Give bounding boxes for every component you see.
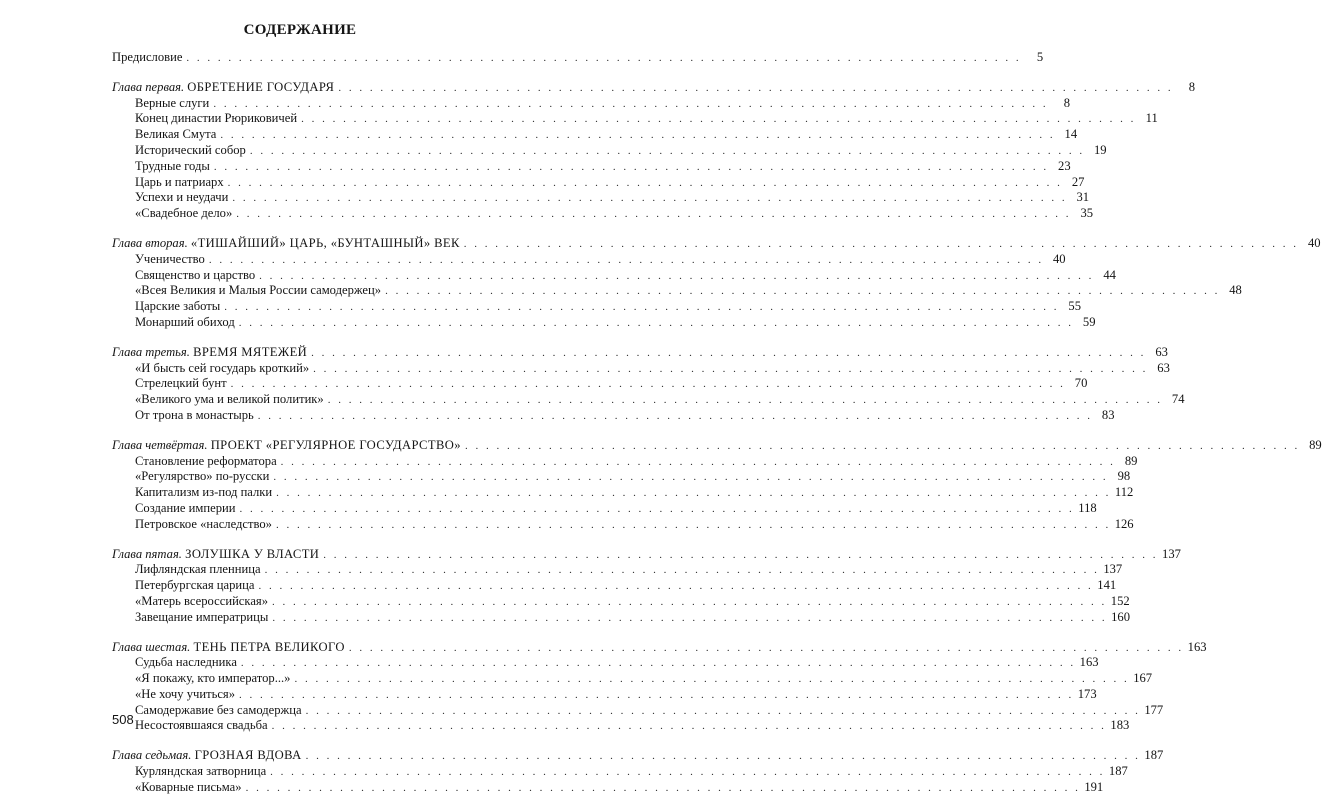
dot-leader: . . . . . . . . . . . . . . . . . . . . . . . . . . . . . . . . . . . . . . . . . . . . . . . . . . . . . . . . . . . . . . . . . . . . . . . . . . . . . . . . xyxy=(464,439,1300,452)
chapter-title: «ТИШАЙШИЙ» ЦАРЬ, «БУНТАШНЫЙ» ВЕК xyxy=(190,235,460,250)
toc-page-number: 137 xyxy=(1103,562,1123,577)
toc-page-number: 63 xyxy=(1155,344,1168,359)
chapter-number: Глава шестая. xyxy=(112,639,191,654)
toc-entry-label xyxy=(112,80,334,96)
dot-leader: . . . . . . . . . . . . . . . . . . . . . . . . . . . . . . . . . . . . . . . . . . . . . . . . . . . . . . . . . . . . . . . . . . . . . . . . . . . . . . . . xyxy=(208,253,1044,266)
toc-page-number: 35 xyxy=(1080,206,1094,221)
dot-leader: . . . . . . . . . . . . . . . . . . . . . . . . . . . . . . . . . . . . . . . . . . . . . . . . . . . . . . . . . . . . . . . . . . . . . . . . . . . . . . . . xyxy=(272,611,1108,624)
toc-section-entry xyxy=(112,764,1128,780)
dot-leader: . . . . . . . . . . . . . . . . . . . . . . . . . . . . . . . . . . . . . . . . . . . . . . . . . . . . . . . . . . . . . . . . . . . . . . . . . . . . . . . . xyxy=(272,595,1107,608)
toc-page-number: 31 xyxy=(1076,190,1090,205)
toc-section-entry xyxy=(112,299,1081,315)
toc-page-number: 163 xyxy=(1187,639,1207,654)
toc-section-entry xyxy=(112,562,1123,578)
dot-leader: . . . . . . . . . . . . . . . . . . . . . . . . . . . . . . . . . . . . . . . . . . . . . . . . . . . . . . . . . . . . . . . . . . . . . . . . . . . . . . . . xyxy=(385,285,1220,298)
toc-page-number: 126 xyxy=(1114,516,1134,531)
toc-page-number: 27 xyxy=(1071,174,1085,189)
chapter-title: ВРЕМЯ МЯТЕЖЕЙ xyxy=(193,344,308,359)
toc-page-number: 187 xyxy=(1108,764,1128,779)
toc-section-entry xyxy=(112,655,1099,671)
toc-section-entry xyxy=(112,251,1066,268)
toc-entry-label: Становление реформатора xyxy=(135,453,277,468)
toc-entry-label: Петровское «наследство» xyxy=(135,516,272,531)
toc-section-entry xyxy=(112,779,1104,796)
toc-section-entry xyxy=(112,142,1107,159)
toc-page-number: 152 xyxy=(1110,593,1130,608)
dot-leader: . . . . . . . . . . . . . . . . . . . . . . . . . . . . . . . . . . . . . . . . . . . . . . . . . . . . . . . . . . . . . . . . . . . . . . . . . . . . . . . . xyxy=(245,781,1081,794)
dot-leader: . . . . . . . . . . . . . . . . . . . . . . . . . . . . . . . . . . . . . . . . . . . . . . . . . . . . . . . . . . . . . . . . . . . . . . . . . . . . . . . . xyxy=(239,688,1074,701)
toc-entry-label: «И бысть сей государь кроткий» xyxy=(135,360,310,375)
toc-section-entry xyxy=(112,516,1134,533)
toc-entry-label: Капитализм из-под палки xyxy=(135,485,273,500)
toc-chapter-heading xyxy=(112,235,1321,252)
toc-section-entry xyxy=(112,314,1096,331)
toc-entry-label: Петербургская царица xyxy=(135,578,255,593)
toc-chapter-heading xyxy=(112,437,1322,454)
toc-page-number: 55 xyxy=(1068,299,1081,314)
toc-entry-label xyxy=(112,236,460,252)
toc-page-number: 191 xyxy=(1084,779,1104,794)
toc-entry-label: «Матерь всероссийская» xyxy=(135,593,269,608)
toc-section-entry xyxy=(112,485,1134,501)
toc-page-number: 14 xyxy=(1064,127,1078,142)
dot-leader: . . . . . . . . . . . . . . . . . . . . . . . . . . . . . . . . . . . . . . . . . . . . . . . . . . . . . . . . . . . . . . . . . . . . . . . . . . . . . . . . xyxy=(305,704,1141,717)
chapter-block xyxy=(112,748,1164,795)
toc-entry-label: «Коварные письма» xyxy=(135,779,242,794)
chapter-block xyxy=(112,79,1196,222)
dot-leader: . . . . . . . . . . . . . . . . . . . . . . . . . . . . . . . . . . . . . . . . . . . . . . . . . . . . . . . . . . . . . . . . . . . . . . . . . . . . . . . . xyxy=(313,362,1148,375)
dot-leader: . . . . . . . . . . . . . . . . . . . . . . . . . . . . . . . . . . . . . . . . . . . . . . . . . . . . . . . . . . . . . . . . . . . . . . . . . . . . . . . . xyxy=(224,301,1059,314)
toc-entry-label: «Не хочу учиться» xyxy=(135,686,235,701)
table-of-contents xyxy=(112,50,1322,796)
toc-entry-label xyxy=(112,438,461,454)
dot-leader: . . . . . . . . . . . . . . . . . . . . . . . . . . . . . . . . . . . . . . . . . . . . . . . . . . . . . . . . . . . . . . . . . . . . . . . . . . . . . . . . xyxy=(236,208,1072,221)
toc-page-number: 48 xyxy=(1229,283,1242,298)
toc-entry-label: Несостоявшаяся свадьба xyxy=(135,718,268,733)
toc-entry-label: Конец династии Рюриковичей xyxy=(135,111,298,126)
toc-section-entry xyxy=(112,267,1116,284)
chapter-number: Глава пятая. xyxy=(112,546,182,561)
chapter-number: Глава седьмая. xyxy=(112,748,192,763)
toc-page-number: 44 xyxy=(1103,267,1116,282)
toc-page-number: 8 xyxy=(1063,95,1071,110)
toc-entry-label: Монарший обиход xyxy=(135,314,235,329)
toc-entry-label: От трона в монастырь xyxy=(135,407,254,422)
toc-page-number: 183 xyxy=(1110,718,1130,733)
toc-chapter-heading xyxy=(112,546,1181,563)
dot-leader: . . . . . . . . . . . . . . . . . . . . . . . . . . . . . . . . . . . . . . . . . . . . . . . . . . . . . . . . . . . . . . . . . . . . . . . . . . . . . . . . xyxy=(338,81,1174,94)
toc-entry-label: Трудные годы xyxy=(135,158,210,173)
chapter-block xyxy=(112,546,1181,626)
toc-section-entry xyxy=(112,671,1153,687)
toc-page-number: 167 xyxy=(1133,671,1153,686)
toc-page-number: 177 xyxy=(1144,702,1164,717)
dot-leader: . . . . . . . . . . . . . . . . . . . . . . . . . . . . . . . . . . . . . . . . . . . . . . . . . . . . . . . . . . . . . . . . . . . . . . . . . . . . . . . . xyxy=(273,471,1109,484)
toc-entry-label: Священство и царство xyxy=(135,267,256,282)
toc-page-number: 19 xyxy=(1093,142,1107,157)
toc-entry-preface xyxy=(112,50,1044,66)
toc-entry-label: Царские заботы xyxy=(135,299,221,314)
chapter-title: ГРОЗНАЯ ВДОВА xyxy=(194,748,302,763)
chapter-number: Глава вторая. xyxy=(112,235,188,250)
chapter-block xyxy=(112,437,1322,533)
chapter-block xyxy=(112,235,1321,331)
toc-entry-label: Верные слуги xyxy=(135,95,210,110)
chapter-list xyxy=(112,79,1322,796)
toc-page-number: 70 xyxy=(1074,376,1088,391)
toc-page-number: 118 xyxy=(1078,500,1097,515)
toc-entry-label: Завещание императрицы xyxy=(135,609,269,624)
dot-leader: . . . . . . . . . . . . . . . . . . . . . . . . . . . . . . . . . . . . . . . . . . . . . . . . . . . . . . . . . . . . . . . . . . . . . . . . . . . . . . . . xyxy=(271,720,1107,733)
toc-entry-label: Предисловие xyxy=(112,50,183,64)
dot-leader: . . . . . . . . . . . . . . . . . . . . . . . . . . . . . . . . . . . . . . . . . . . . . . . . . . . . . . . . . . . . . . . . . . . . . . . . . . . . . . . . xyxy=(270,766,1105,779)
dot-leader: . . . . . . . . . . . . . . . . . . . . . . . . . . . . . . . . . . . . . . . . . . . . . . . . . . . . . . . . . . . . . . . . . . . . . . . . . . . . . . . . xyxy=(280,455,1116,468)
chapter-block xyxy=(112,639,1207,735)
toc-page-number: 137 xyxy=(1162,546,1181,561)
toc-section-entry xyxy=(112,407,1115,424)
toc-entry-label: Царь и патриарх xyxy=(135,174,224,189)
dot-leader: . . . . . . . . . . . . . . . . . . . . . . . . . . . . . . . . . . . . . . . . . . . . . . . . . . . . . . . . . . . . . . . . . . . . . . . . . . . . . . . . xyxy=(230,378,1066,391)
toc-entry-label: Самодержавие без самодержца xyxy=(135,702,302,717)
toc-section-entry xyxy=(112,174,1085,191)
toc-page-number: 160 xyxy=(1111,609,1131,624)
toc-section-entry xyxy=(112,718,1130,734)
dot-leader: . . . . . . . . . . . . . . . . . . . . . . . . . . . . . . . . . . . . . . . . . . . . . . . . . . . . . . . . . . . . . . . . . . . . . . . . . . . . . . . . xyxy=(301,113,1136,126)
dot-leader: . . . . . . . . . . . . . . . . . . . . . . . . . . . . . . . . . . . . . . . . . . . . . . . . . . . . . . . . . . . . . . . . . . . . . . . . . . . . . . . . xyxy=(257,409,1093,422)
toc-entry-label: Великая Смута xyxy=(135,127,217,142)
toc-section-entry xyxy=(112,702,1164,719)
dot-leader: . . . . . . . . . . . . . . . . . . . . . . . . . . . . . . . . . . . . . . . . . . . . . . . . . . . . . . . . . . . . . . . . . . . . . . . . . . . . . . . . xyxy=(258,580,1094,593)
toc-page-number: 5 xyxy=(1036,50,1044,64)
toc-page-number: 74 xyxy=(1171,392,1185,407)
toc-entry-label: «Я покажу, кто император...» xyxy=(135,671,291,686)
chapter-number: Глава третья. xyxy=(112,344,190,359)
dot-leader: . . . . . . . . . . . . . . . . . . . . . . . . . . . . . . . . . . . . . . . . . . . . . . . . . . . . . . . . . . . . . . . . . . . . . . . . . . . . . . . . xyxy=(305,750,1141,763)
dot-leader: . . . . . . . . . . . . . . . . . . . . . . . . . . . . . . . . . . . . . . . . . . . . . . . . . . . . . . . . . . . . . . . . . . . . . . . . . . . . . . . . xyxy=(220,129,1056,142)
dot-leader: . . . . . . . . . . . . . . . . . . . . . . . . . . . . . . . . . . . . . . . . . . . . . . . . . . . . . . . . . . . . . . . . . . . . . . . . . . . . . . . . xyxy=(294,673,1130,686)
toc-entry-label xyxy=(112,547,319,563)
toc-section-entry xyxy=(112,609,1131,626)
toc-chapter-heading xyxy=(112,748,1164,764)
dot-leader: . . . . . . . . . . . . . . . . . . . . . . . . . . . . . . . . . . . . . . . . . . . . . . . . . . . . . . . . . . . . . . . . . . . . . . . . . . . . . . . . xyxy=(259,269,1094,282)
toc-page-number: 89 xyxy=(1309,437,1322,452)
dot-leader: . . . . . . . . . . . . . . . . . . . . . . . . . . . . . . . . . . . . . . . . . . . . . . . . . . . . . . . . . . . . . . . . . . . . . . . . . . . . . . . . xyxy=(238,316,1074,329)
toc-page-number: 63 xyxy=(1157,360,1170,375)
toc-section-entry xyxy=(112,453,1138,470)
dot-leader: . . . . . . . . . . . . . . . . . . . . . . . . . . . . . . . . . . . . . . . . . . . . . . . . . . . . . . . . . . . . . . . . . . . . . . . . . . . . . . . . xyxy=(227,176,1063,189)
toc-page-number: 83 xyxy=(1101,407,1115,422)
toc-entry-label: Стрелецкий бунт xyxy=(135,376,227,391)
dot-leader: . . . . . . . . . . . . . . . . . . . . . . . . . . . . . . . . . . . . . . . . . . . . . . . . . . . . . . . . . . . . . . . . . . . . . . . . . . . . . . . . xyxy=(213,160,1049,173)
toc-page-number: 163 xyxy=(1079,655,1099,670)
toc-section-entry xyxy=(112,593,1130,610)
toc-page-number: 11 xyxy=(1145,111,1158,126)
toc-entry-label: Создание империи xyxy=(135,500,236,515)
dot-leader: . . . . . . . . . . . . . . . . . . . . . . . . . . . . . . . . . . . . . . . . . . . . . . . . . . . . . . . . . . . . . . . . . . . . . . . . . . . . . . . . xyxy=(186,52,1022,64)
chapter-number: Глава первая. xyxy=(112,79,185,94)
dot-leader: . . . . . . . . . . . . . . . . . . . . . . . . . . . . . . . . . . . . . . . . . . . . . . . . . . . . . . . . . . . . . . . . . . . . . . . . . . . . . . . . xyxy=(276,487,1111,500)
toc-entry-label: Исторический собор xyxy=(135,142,246,157)
toc-entry-label: Успехи и неудачи xyxy=(135,190,229,205)
toc-section-entry xyxy=(112,190,1090,206)
chapter-title: ПРОЕКТ «РЕГУЛЯРНОЕ ГОСУДАРСТВО» xyxy=(210,437,461,452)
toc-entry-label: «Всея Великия и Малыя России самодержец» xyxy=(135,283,382,298)
toc-section-entry xyxy=(112,127,1078,143)
toc-page-number: 59 xyxy=(1082,314,1096,329)
chapter-block xyxy=(112,344,1185,424)
toc-entry-label: Судьба наследника xyxy=(135,655,237,670)
toc-entry-label xyxy=(112,345,307,361)
toc-chapter-heading xyxy=(112,639,1207,656)
toc-entry-label xyxy=(112,640,345,656)
toc-section-entry xyxy=(112,392,1185,408)
toc-section-entry xyxy=(112,206,1094,222)
toc-page-number: 112 xyxy=(1114,485,1134,500)
toc-section-entry xyxy=(112,578,1117,594)
toc-section-entry xyxy=(112,95,1071,112)
toc-section-entry xyxy=(112,686,1097,703)
toc-page-number: 23 xyxy=(1058,158,1071,173)
page-number-folio: 508 xyxy=(112,712,134,727)
dot-leader: . . . . . . . . . . . . . . . . . . . . . . . . . . . . . . . . . . . . . . . . . . . . . . . . . . . . . . . . . . . . . . . . . . . . . . . . . . . . . . . . xyxy=(275,518,1111,531)
dot-leader: . . . . . . . . . . . . . . . . . . . . . . . . . . . . . . . . . . . . . . . . . . . . . . . . . . . . . . . . . . . . . . . . . . . . . . . . . . . . . . . . xyxy=(264,564,1100,577)
dot-leader: . . . . . . . . . . . . . . . . . . . . . . . . . . . . . . . . . . . . . . . . . . . . . . . . . . . . . . . . . . . . . . . . . . . . . . . . . . . . . . . . xyxy=(232,192,1068,205)
chapter-title: ЗОЛУШКА У ВЛАСТИ xyxy=(185,546,320,561)
toc-entry-label: «Свадебное дело» xyxy=(135,206,233,221)
chapter-number: Глава четвёртая. xyxy=(112,437,208,452)
toc-section-entry xyxy=(112,376,1088,392)
toc-page-number: 40 xyxy=(1307,235,1321,250)
toc-section-entry xyxy=(112,469,1131,485)
toc-entry-label xyxy=(112,748,302,764)
toc-entry-label: «Регулярство» по-русски xyxy=(135,469,270,484)
dot-leader: . . . . . . . . . . . . . . . . . . . . . . . . . . . . . . . . . . . . . . . . . . . . . . . . . . . . . . . . . . . . . . . . . . . . . . . . . . . . . . . . xyxy=(348,641,1184,654)
toc-section-entry xyxy=(112,283,1242,299)
toc-chapter-heading xyxy=(112,344,1168,361)
toc-entry-label: «Великого ума и великой политик» xyxy=(135,392,324,407)
chapter-title: ТЕНЬ ПЕТРА ВЕЛИКОГО xyxy=(193,639,345,654)
dot-leader: . . . . . . . . . . . . . . . . . . . . . . . . . . . . . . . . . . . . . . . . . . . . . . . . . . . . . . . . . . . . . . . . . . . . . . . . . . . . . . . . xyxy=(327,394,1163,407)
toc-page-number: 8 xyxy=(1188,79,1196,94)
toc-page-number: 141 xyxy=(1097,578,1117,593)
toc-page-number: 89 xyxy=(1124,453,1138,468)
toc-page-number: 187 xyxy=(1144,748,1164,763)
dot-leader: . . . . . . . . . . . . . . . . . . . . . . . . . . . . . . . . . . . . . . . . . . . . . . . . . . . . . . . . . . . . . . . . . . . . . . . . . . . . . . . . xyxy=(213,97,1049,110)
chapter-title: ОБРЕТЕНИЕ ГОСУДАРЯ xyxy=(187,79,335,94)
dot-leader: . . . . . . . . . . . . . . . . . . . . . . . . . . . . . . . . . . . . . . . . . . . . . . . . . . . . . . . . . . . . . . . . . . . . . . . . . . . . . . . . xyxy=(249,144,1085,157)
toc-entry-label: Ученичество xyxy=(135,251,205,266)
toc-section-entry xyxy=(112,360,1170,377)
page-title: СОДЕРЖАНИЕ xyxy=(243,22,357,38)
dot-leader: . . . . . . . . . . . . . . . . . . . . . . . . . . . . . . . . . . . . . . . . . . . . . . . . . . . . . . . . . . . . . . . . . . . . . . . . . . . . . . . . xyxy=(240,657,1076,670)
dot-leader: . . . . . . . . . . . . . . . . . . . . . . . . . . . . . . . . . . . . . . . . . . . . . . . . . . . . . . . . . . . . . . . . . . . . . . . . . . . . . . . . xyxy=(323,548,1159,561)
dot-leader: . . . . . . . . . . . . . . . . . . . . . . . . . . . . . . . . . . . . . . . . . . . . . . . . . . . . . . . . . . . . . . . . . . . . . . . . . . . . . . . . xyxy=(463,237,1299,250)
toc-chapter-heading xyxy=(112,79,1196,96)
toc-section-entry xyxy=(112,158,1071,175)
toc-entry-label: Курляндская затворница xyxy=(135,764,267,779)
toc-section-entry xyxy=(112,500,1097,517)
toc-section-entry xyxy=(112,111,1158,127)
toc-entry-label: Лифляндская пленница xyxy=(135,562,261,577)
dot-leader: . . . . . . . . . . . . . . . . . . . . . . . . . . . . . . . . . . . . . . . . . . . . . . . . . . . . . . . . . . . . . . . . . . . . . . . . . . . . . . . . xyxy=(239,502,1075,515)
toc-page-number: 173 xyxy=(1077,686,1097,701)
toc-page-number: 98 xyxy=(1117,469,1131,484)
dot-leader: . . . . . . . . . . . . . . . . . . . . . . . . . . . . . . . . . . . . . . . . . . . . . . . . . . . . . . . . . . . . . . . . . . . . . . . . . . . . . . . . xyxy=(311,346,1146,359)
toc-page-number: 40 xyxy=(1052,251,1066,266)
